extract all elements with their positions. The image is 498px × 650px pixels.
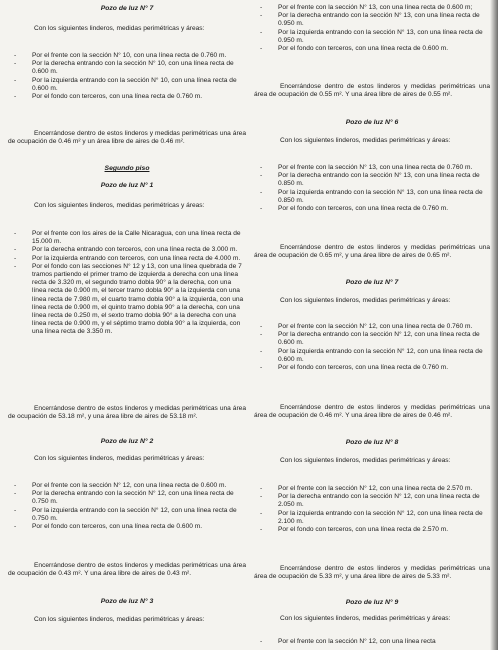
intro-paragraph: Con los siguientes linderos, medidas perimétricas y áreas: [34,616,205,623]
list-item: - Por la izquierda entrando con la sección N° 12, con una línea recta de 2.100 m. [254,510,490,526]
closing-paragraph: Encerrándose dentro de estos linderos y medidas perimétricas una área de ocupación de 53.18 m², y una área libre de aires de 53.18 m². [8,405,246,421]
list-item: - Por el frente con la sección N° 10, con una línea recta de 0.760 m. [8,52,246,60]
list-item: - Por el fondo con terceros, con una línea recta de 0.600 m. [254,45,490,53]
heading-pozo-8: Pozo de luz N° 8 [345,439,399,446]
list-item: - Por el frente con la sección N° 13, con una línea recta de 0.760 m. [254,164,490,172]
section-heading: Segundo piso [104,165,150,172]
boundary-list [254,638,490,646]
list-item: - Por el fondo con terceros, con una línea recta de 0.760 m. [254,364,490,372]
boundary-list [254,164,490,213]
intro-paragraph: Con los siguientes linderos, medidas perimétricas y áreas: [34,25,205,32]
intro-paragraph: Con los siguientes linderos, medidas perimétricas y áreas: [34,455,205,462]
list-item: - Por la derecha entrando con la sección N° 12, con una línea recta de 0.750 m. [8,490,246,506]
list-item: - Por la izquierda entrando con la sección N° 13, con una línea recta de 0.850 m. [254,189,490,205]
closing-paragraph: Encerrándose dentro de estos linderos y medidas perimétricas una área de ocupación de 0.46 m². Y una área libre de aires de 0.46 m². [254,404,490,420]
list-item: - Por la derecha entrando con la sección N° 12, con una línea recta de 2.050 m. [254,493,490,509]
list-item: - Por el fondo con terceros, con una línea recta de 0.760 m. [8,93,246,101]
heading-pozo-7b: Pozo de luz N° 7 [345,279,399,286]
list-item: - Por el fondo con terceros, con una línea recta de 0.760 m. [254,205,490,213]
closing-paragraph: Encerrándose dentro de estos linderos y medidas perimétricas una área de ocupación de 0.46 m² y un área libre de aires de 0.46 m². [8,130,246,146]
boundary-list [8,52,246,101]
list-item: - Por el frente con la sección N° 13, con una línea recta de 0.600 m; [254,4,490,12]
boundary-list [254,485,490,534]
list-item: - Por el frente con la sección N° 12, con una línea recta de 2.570 m. [254,485,490,493]
boundary-list [8,230,246,337]
intro-paragraph: Con los siguientes linderos, medidas perimétricas y áreas: [280,457,451,464]
intro-paragraph: Con los siguientes linderos, medidas perimétricas y áreas: [280,615,451,622]
heading-pozo-7: Pozo de luz N° 7 [100,5,154,12]
intro-paragraph: Con los siguientes linderos, medidas perimétricas y áreas: [280,137,451,144]
heading-pozo-1: Pozo de luz N° 1 [100,182,154,189]
list-item: - Por el frente con los aires de la Calle Nicaragua, con una línea recta de 15.000 m. [8,230,246,246]
scan-edge-shadow [490,0,498,650]
list-item: - Por la derecha entrando con terceros, con una línea recta de 3.000 m. [8,246,246,254]
list-item: - Por el frente con la sección N° 12, con una línea recta de 0.600 m. [8,482,246,490]
boundary-list [254,4,490,53]
list-item: - Por la izquierda entrando con la sección N° 10, con una línea recta de 0.600 m. [8,77,246,93]
list-item: - Por la derecha entrando con la sección N° 13, con una línea recta de 0.850 m. [254,172,490,188]
boundary-list [254,323,490,372]
list-item: - Por el fondo con terceros, con una línea recta de 2.570 m. [254,526,490,534]
list-item: - Por la izquierda entrando con la sección N° 12, con una línea recta de 0.600 m. [254,348,490,364]
heading-pozo-2: Pozo de luz N° 2 [100,438,154,445]
list-item: - Por el frente con la sección N° 12, con una línea recta [254,638,490,646]
list-item: - Por la izquierda entrando con terceros, con una línea recta de 4.000 m. [8,255,246,263]
list-item: - Por el frente con la sección N° 12, con una línea recta de 0.760 m. [254,323,490,331]
closing-paragraph: Encerrándose dentro de estos linderos y medidas perimétricas una área de ocupación de 0.43 m². Y una área libre de aires de 0.43 m². [8,562,246,578]
list-item: - Por la izquierda entrando con la sección N° 13, con una línea recta de 0.950 m. [254,29,490,45]
list-item: - Por la derecha entrando con la sección N° 12, con una línea recta de 0.600 m. [254,331,490,347]
heading-pozo-6: Pozo de luz N° 6 [345,119,399,126]
intro-paragraph: Con los siguientes linderos, medidas perimétricas y áreas: [280,297,451,304]
list-item: - Por la derecha entrando con la sección N° 13, con una línea recta de 0.950 m. [254,12,490,28]
list-item: - Por el fondo con las secciones N° 12 y 13, con una línea quebrada de 7 tramos partiendo el primer tramo de izquierda a derecha con una línea recta de 3.320 m, el segundo tramo dobla 90° a la derecha, con una línea recta de 0.900 m, el tercer tramo dobla 90° a la izquierda con una línea recta de 7.980 m, el cuarto tramo dobla 90° a la izquierda, con una línea recta de 0.900 m, el quinto tramo dobla 90° a la derecha, con una línea recta de 0.250 m, el sexto tramo dobla 90° a la derecha con una línea recta de 0.900 m, y el séptimo tramo dobla 90° a la izquierda, con una línea recta de 3.350 m. [8,263,246,337]
heading-pozo-9: Pozo de luz N° 9 [345,599,399,606]
list-item: - Por la derecha entrando con la sección N° 10, con una línea recta de 0.600 m. [8,60,246,76]
list-item: - Por la izquierda entrando con la sección N° 12, con una línea recta de 0.750 m. [8,507,246,523]
heading-pozo-3: Pozo de luz N° 3 [100,598,154,605]
closing-paragraph: Encerrándose dentro de estos linderos y medidas perimétricas una área de ocupación de 0.65 m², y una área libre de aires de 0.65 m². [254,244,490,260]
list-item: - Por el fondo con terceros, con una línea recta de 0.600 m. [8,523,246,531]
boundary-list [8,482,246,531]
intro-paragraph: Con los siguientes linderos, medidas perimétricas y áreas: [34,202,205,209]
closing-paragraph: Encerrándose dentro de estos linderos y medidas perimétricas una área de ocupación de 0.55 m². Y una área libre de aires de 0.55 m². [254,83,490,99]
closing-paragraph: Encerrándose dentro de estos linderos y medidas perimétricas una área de ocupación de 5.33 m², y una área libre de aires de 5.33 m². [254,565,490,581]
